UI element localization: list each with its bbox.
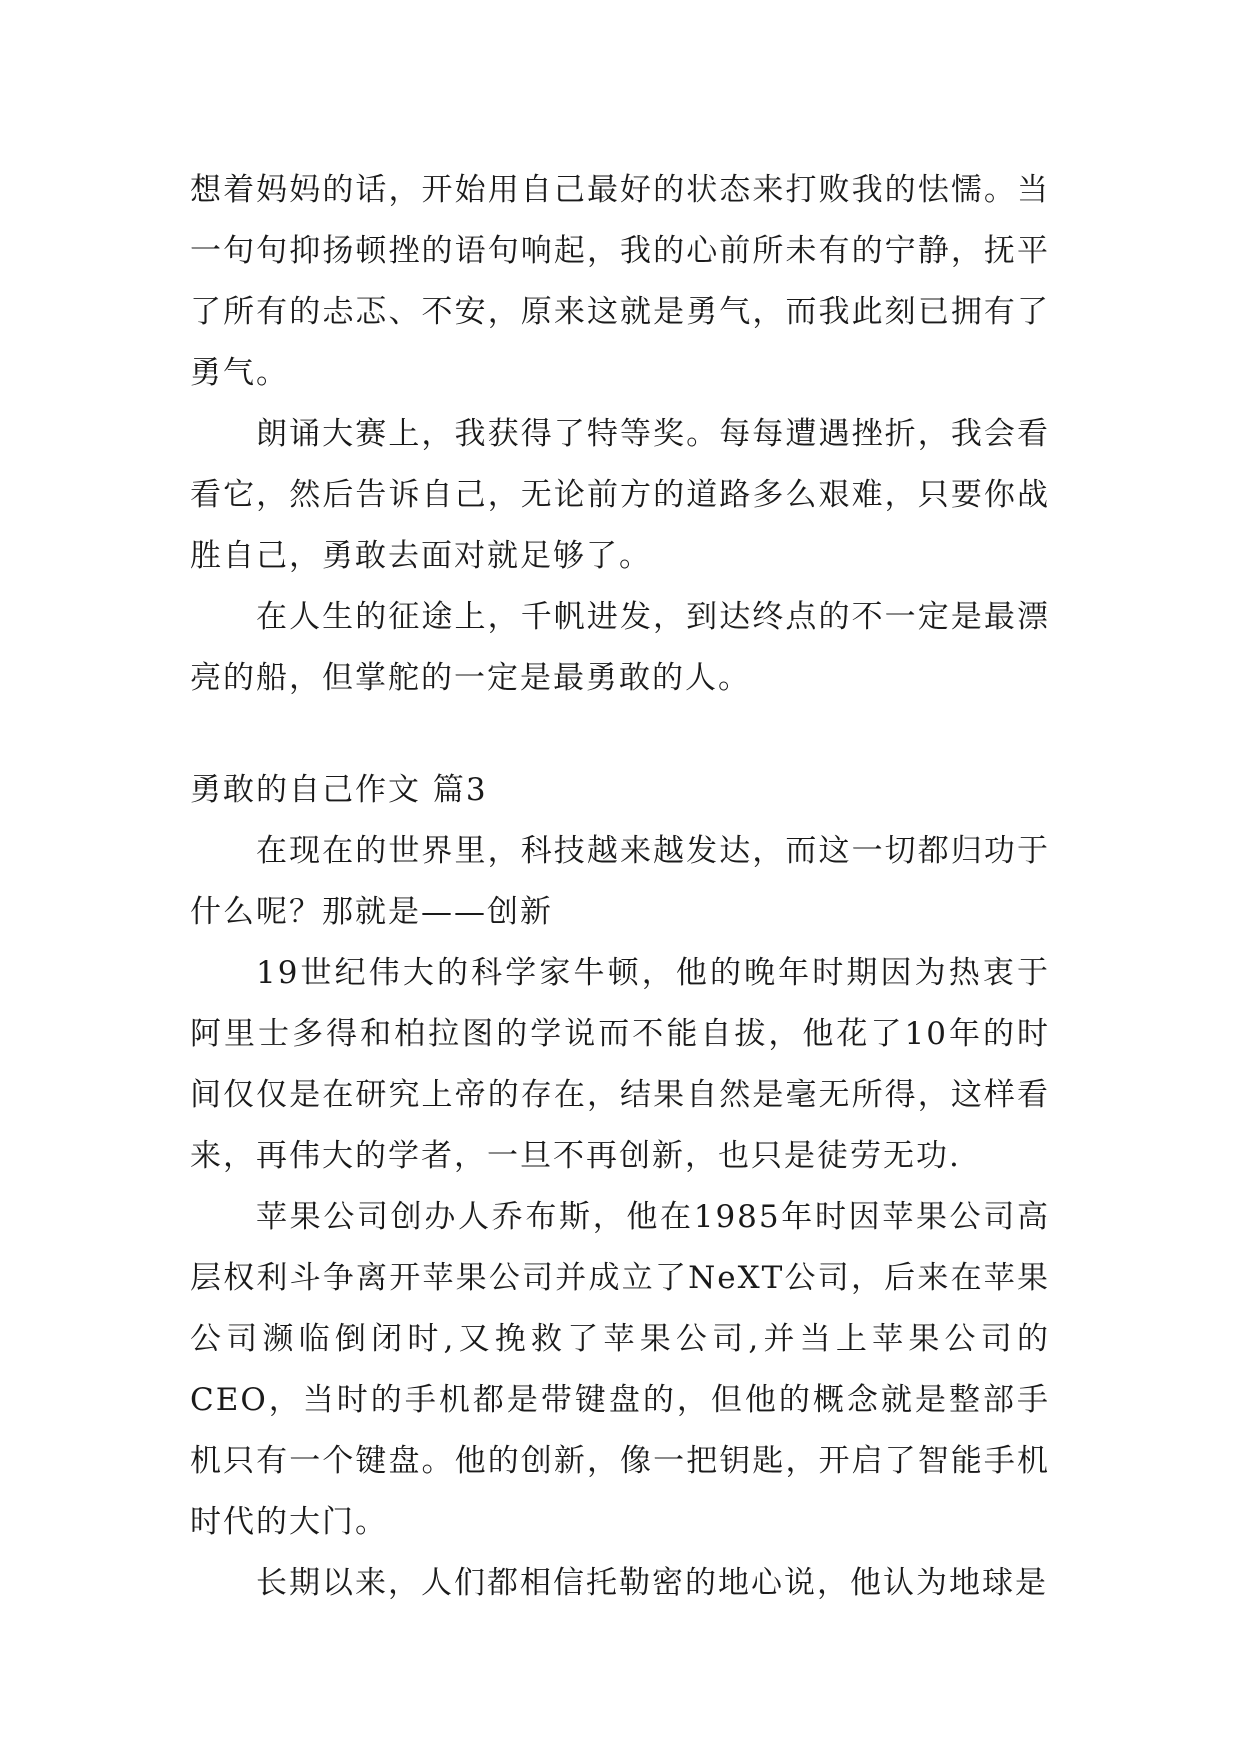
- paragraph-newton: 19世纪伟大的科学家牛顿，他的晚年时期因为热衷于阿里士多得和柏拉图的学说而不能自拔，他花了10年的时间仅仅是在研究上帝的存在，结果自然是毫无所得，这样看来，再伟大的学者，一旦不再创新，也只是徒劳无功.: [190, 955, 1050, 1174]
- paragraph-conclusion: 在人生的征途上，千帆进发，到达终点的不一定是最漂亮的船，但掌舵的一定是最勇敢的人。: [190, 599, 1050, 696]
- document-body: [190, 160, 1050, 1614]
- paragraph-jobs: 苹果公司创办人乔布斯，他在1985年时因苹果公司高层权利斗争离开苹果公司并成立了NeXT公司，后来在苹果公司濒临倒闭时,又挽救了苹果公司,并当上苹果公司的CEO，当时的手机都是带键盘的，但他的概念就是整部手机只有一个键盘。他的创新，像一把钥匙，开启了智能手机时代的大门。: [190, 1199, 1050, 1540]
- paragraph-ptolemy: 长期以来，人们都相信托勒密的地心说，他认为地球是: [256, 1565, 1048, 1601]
- paragraph-intro: 在现在的世界里，科技越来越发达，而这一切都归功于什么呢？那就是——创新: [190, 833, 1050, 930]
- paragraph-continued: 想着妈妈的话，开始用自己最好的状态来打败我的怯懦。当一句句抑扬顿挫的语句响起，我的心前所未有的宁静，抚平了所有的忐忑、不安，原来这就是勇气，而我此刻已拥有了勇气。: [190, 172, 1050, 391]
- section-heading: 勇敢的自己作文 篇3: [190, 772, 488, 808]
- paragraph-award: 朗诵大赛上，我获得了特等奖。每每遭遇挫折，我会看看它，然后告诉自己，无论前方的道路多么艰难，只要你战胜自己，勇敢去面对就足够了。: [190, 416, 1050, 574]
